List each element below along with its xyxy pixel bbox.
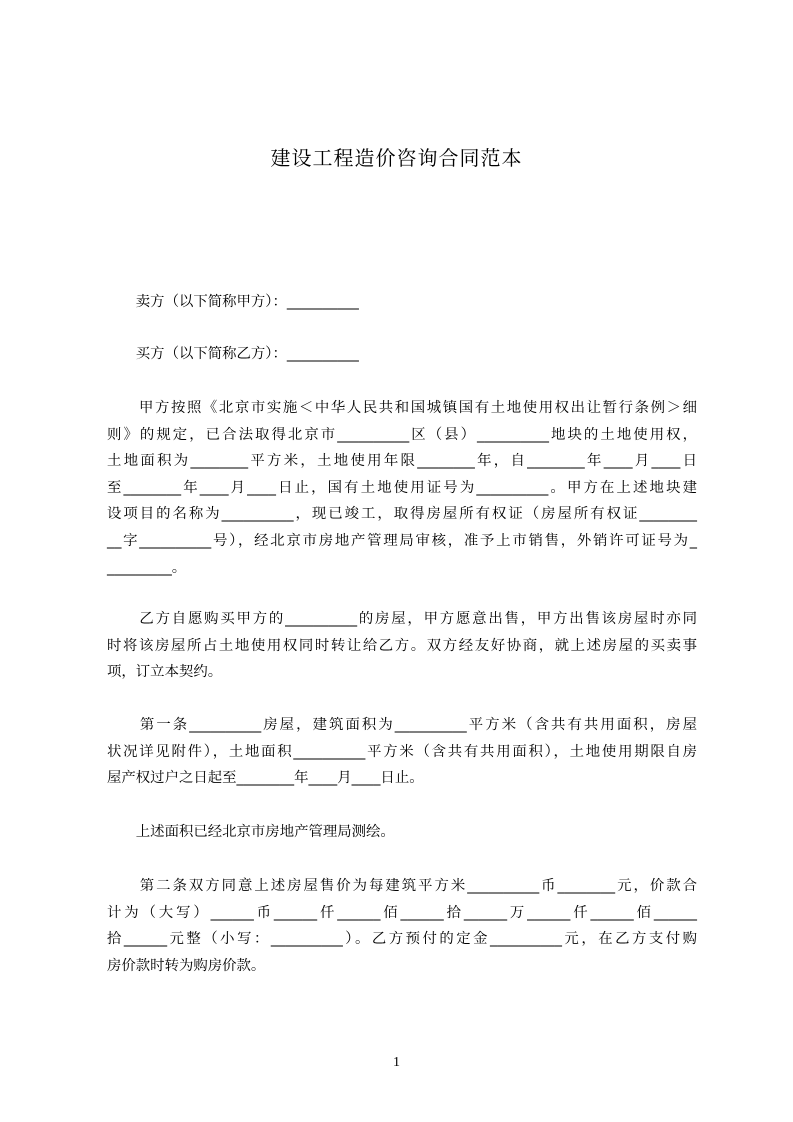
paragraph-line: 第一条__________房屋，建筑面积为__________平方米（含共有共用面积，房屋	[107, 717, 697, 733]
paragraph-line: 乙方自愿购买甲方的__________的房屋，甲方愿意出售，甲方出售该房屋时亦同	[107, 611, 697, 627]
buyer-line: 买方（以下简称乙方）：__________	[107, 346, 359, 362]
paragraph-article-two	[107, 873, 697, 979]
paragraph-line: 土地面积为________平方米，土地使用年限________年，自________年____月____日	[107, 453, 697, 470]
paragraph-land-use-rights	[107, 395, 697, 581]
paragraph-purchase-intent	[107, 606, 697, 686]
paragraph-line: 第二条双方同意上述房屋售价为每建筑平方米__________币________元，价款合	[107, 878, 697, 894]
paragraph-line: 时将该房屋所占土地使用权同时转让给乙方。双方经友好协商，就上述房屋的买卖事	[107, 637, 697, 654]
paragraph-line: _________。	[107, 559, 187, 576]
paragraph-line: 屋产权过户之日起至________年____月____日止。	[107, 770, 424, 787]
paragraph-article-one	[107, 712, 697, 792]
paragraph-line: 设项目的名称为__________，现已竣工，取得房屋所有权证（房屋所有权证________	[107, 506, 697, 523]
paragraph-line: 项，订立本契约。	[107, 664, 223, 681]
paragraph-line: 至________年____月____日止，国有土地使用证号为__________。甲方在上述地块建	[107, 479, 697, 496]
paragraph-line: 则》的规定，已合法取得北京市__________区（县）__________地块的土地使用权，	[107, 426, 697, 443]
seller-line: 卖方（以下简称甲方）：__________	[107, 294, 359, 310]
paragraph-line: 房价款时转为购房价款。	[107, 957, 266, 974]
paragraph-line: 状况详见附件），土地面积__________平方米（含共有共用面积），土地使用期限自房	[107, 743, 697, 760]
paragraph-line: __字__________号），经北京市房地产管理局审核，准予上市销售，外销许可证号为_	[107, 532, 697, 549]
paragraph-line: 甲方按照《北京市实施＜中华人民共和国城镇国有土地使用权出让暂行条例＞细	[107, 400, 697, 416]
page-number: 1	[393, 1055, 400, 1070]
paragraph-area-survey: 上述面积已经北京市房地产管理局测绘。	[107, 824, 395, 840]
document-title: 建设工程造价咨询合同范本	[270, 146, 523, 170]
paragraph-line: 拾______元整（小写：__________）。乙方预付的定金__________元，在乙方支付购	[107, 931, 697, 948]
paragraph-line: 计为（大写）______币______仟______佰______拾______万______仟______佰______	[107, 904, 697, 921]
